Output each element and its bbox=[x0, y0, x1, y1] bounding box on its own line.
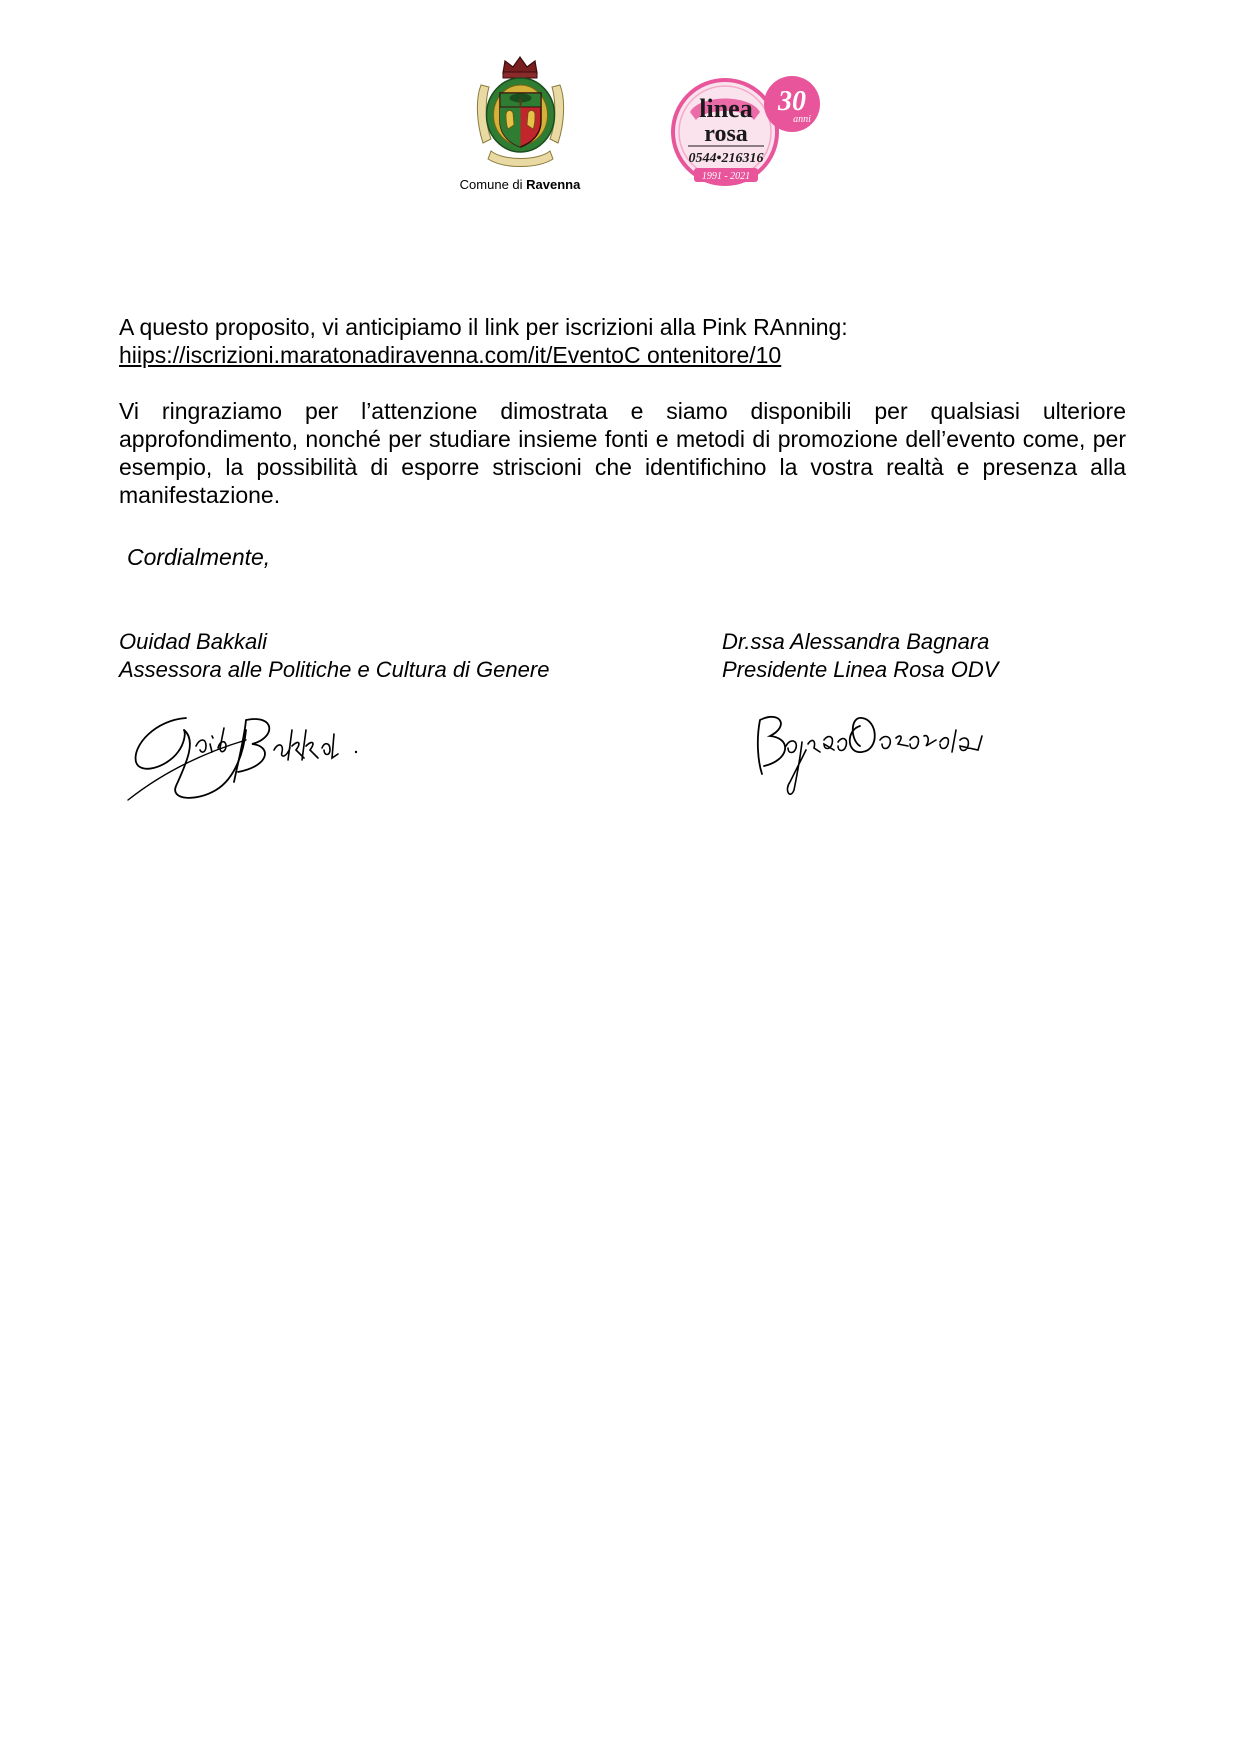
signatory-name: Ouidad Bakkali bbox=[119, 629, 267, 654]
linea-rosa-30-anni-logo-icon bbox=[660, 72, 830, 192]
years-range: 1991 - 2021 bbox=[701, 171, 751, 182]
paragraph-text: A questo proposito, vi anticipiamo il link per iscrizioni alla Pink RAnning: bbox=[119, 314, 848, 340]
letter-body bbox=[119, 313, 1126, 509]
coat-of-arms-icon bbox=[473, 55, 568, 173]
paragraph-registration-link bbox=[119, 313, 1126, 369]
signatory-left bbox=[119, 628, 549, 684]
linea-rosa-logo bbox=[660, 72, 830, 192]
comune-di-ravenna-logo bbox=[445, 55, 595, 205]
signatory-right bbox=[722, 628, 998, 684]
comune-di-ravenna-label: Comune di Ravenna bbox=[459, 177, 581, 192]
paragraph-thanks: Vi ringraziamo per l’attenzione dimostrata e siamo disponibili per qualsiasi ulteriore approfondimento, nonché per studiare insieme fonti e metodi di promozione dell’evento come, per esempio, la possibilità di esporre striscioni che identifichino la vostra realtà e presenza alla manifestazione. bbox=[119, 398, 1126, 508]
registration-link[interactable]: hiips://iscrizioni.maratonadiravenna.com/it/EventoC ontenitore/10 bbox=[119, 342, 782, 368]
closing-salutation: Cordialmente, bbox=[127, 544, 271, 570]
signatory-role: Assessora alle Politiche e Cultura di Genere bbox=[119, 657, 550, 682]
anniversary-word: anni bbox=[793, 114, 811, 125]
linea-word: linea bbox=[699, 94, 753, 123]
anniversary-number: 30 bbox=[778, 86, 806, 117]
handwritten-signature-icon bbox=[750, 690, 1010, 805]
phone-number: 0544•216316 bbox=[688, 151, 764, 166]
signatory-role: Presidente Linea Rosa ODV bbox=[722, 657, 999, 682]
handwritten-signature-icon bbox=[126, 690, 386, 805]
signatory-name: Dr.ssa Alessandra Bagnara bbox=[722, 629, 990, 654]
rosa-word: rosa bbox=[704, 121, 748, 147]
